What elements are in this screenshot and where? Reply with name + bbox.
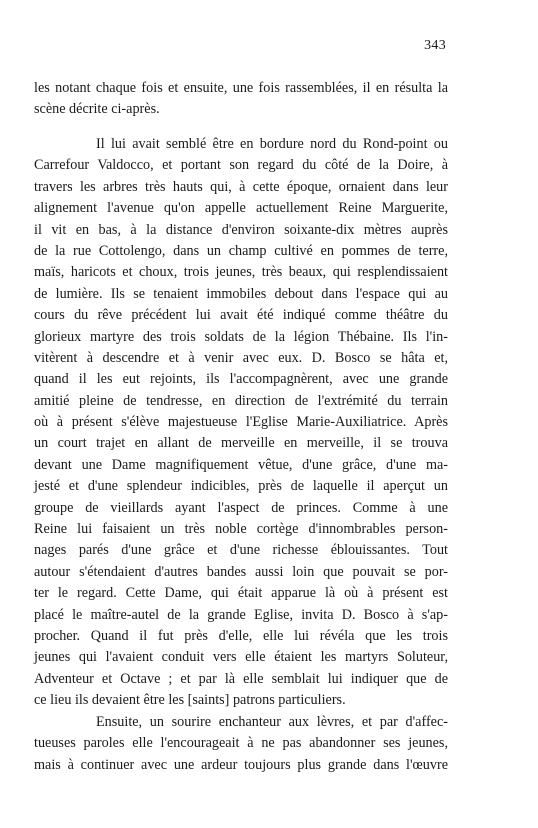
page-number: 343 xyxy=(424,38,446,53)
text-line: autour s'étendaient d'autres bandes aussi loin que pouvait se por- xyxy=(34,563,448,580)
text-line: il vit en bas, à la distance d'environ soixante-dix mètres auprès xyxy=(34,221,448,238)
text-line: devant une Dame magnifiquement vêtue, d'une grâce, d'une ma- xyxy=(34,456,448,473)
text-line: Reine lui faisaient un très noble cortège d'innombrables person- xyxy=(34,521,448,538)
text-line: où à présent s'élève majestueuse l'Eglise Marie-Auxiliatrice. Après xyxy=(34,414,448,431)
paragraph-1 xyxy=(34,78,448,121)
text-line: cours du rêve précédent lui avait été indiqué comme théâtre du xyxy=(34,307,448,324)
text-line: vitèrent à descendre et à venir avec eux. D. Bosco se hâta et, xyxy=(34,349,448,366)
text-line: amitié pleine de tendresse, en direction de l'extrémité du terrain xyxy=(34,392,448,409)
text-line: mais à continuer avec une ardeur toujours plus grande dans l'œuvre xyxy=(34,756,448,773)
text-line: de lumière. Ils se tenaient immobiles debout dans l'espace qui au xyxy=(34,285,448,302)
text-line: scène décrite ci-après. xyxy=(34,101,160,118)
text-line: Carrefour Valdocco, et portant son regard du côté de la Doire, à xyxy=(34,157,448,174)
paragraph-3 xyxy=(34,712,448,776)
text-line: nages parés d'une grâce et d'une richesse éblouissantes. Tout xyxy=(34,542,448,559)
text-line: jesté et d'une splendeur indicibles, près de laquelle il aperçut un xyxy=(34,478,448,495)
text-line: maïs, haricots et choux, trois jeunes, très beaux, qui resplendissaient xyxy=(34,264,448,281)
text-line: Adventeur et Octave ; et par là elle semblait lui indiquer que de xyxy=(34,670,448,687)
text-line: alignement l'avenue qu'on appelle actuellement Reine Marguerite, xyxy=(34,200,448,217)
text-line: jeunes qui l'avaient conduit vers elle étaient les martyrs Soluteur, xyxy=(34,649,448,666)
text-line: procher. Quand il fut près d'elle, elle lui révéla que les trois xyxy=(34,627,448,644)
text-line: quand il les eut rejoints, ils l'accompagnèrent, avec une grande xyxy=(34,371,448,388)
text-line: placé le maître-autel de la grande Eglise, invita D. Bosco à s'ap- xyxy=(34,606,448,623)
paragraph-2 xyxy=(34,134,448,712)
text-line: ce lieu ils devaient être les [saints] patrons particuliers. xyxy=(34,692,346,709)
text-line: travers les arbres très hauts qui, à cette époque, ornaient dans leur xyxy=(34,178,448,195)
text-line: de la rue Cottolengo, dans un champ cultivé en pommes de terre, xyxy=(34,242,448,259)
text-line: ter le regard. Cette Dame, qui était apparue là où à présent est xyxy=(34,585,448,602)
text-line: tueuses paroles elle l'encourageait à ne pas abandonner ses jeunes, xyxy=(34,735,448,752)
text-line: glorieux martyre des trois soldats de la légion Thébaine. Ils l'in- xyxy=(34,328,448,345)
text-line: groupe de vieillards ayant l'aspect de princes. Comme à une xyxy=(34,499,448,516)
text-line: Ensuite, un sourire enchanteur aux lèvres, et par d'affec- xyxy=(96,714,448,730)
text-line: Il lui avait semblé être en bordure nord du Rond-point ou xyxy=(96,136,448,152)
text-line: un court trajet en allant de merveille en merveille, il se trouva xyxy=(34,435,448,452)
text-line: les notant chaque fois et ensuite, une fois rassemblées, il en résulta la xyxy=(34,80,448,96)
